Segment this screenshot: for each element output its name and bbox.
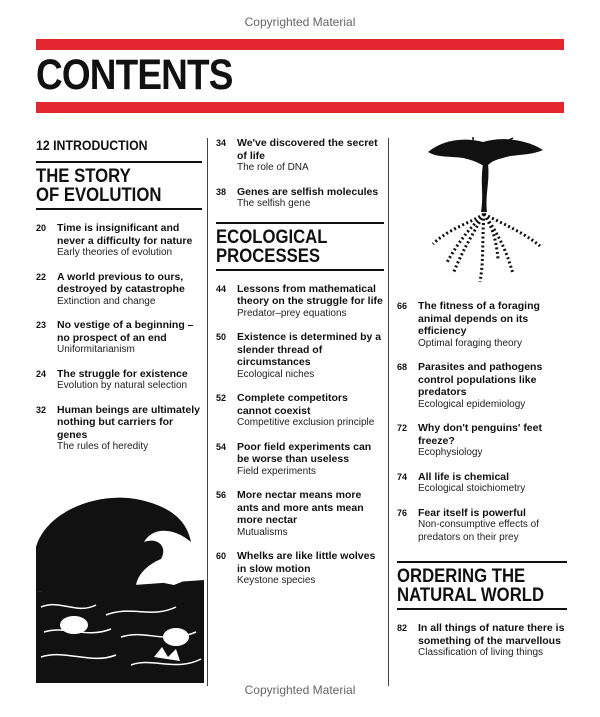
contents-entry[interactable] [36, 404, 202, 454]
entry-page-number: 56 [216, 490, 227, 500]
contents-entry[interactable] [216, 392, 384, 430]
entry-subtitle: Keystone species [237, 575, 316, 586]
column-2 [216, 137, 384, 599]
watermark-bottom: Copyrighted Material [244, 683, 356, 697]
entry-page-number: 54 [216, 441, 227, 452]
contents-entry[interactable] [397, 361, 567, 411]
entry-page-number: 60 [216, 551, 227, 561]
watermark-top: Copyrighted Material [244, 15, 356, 29]
entry-title: Complete competitors cannot coexist [237, 392, 348, 417]
entry-page-number: 34 [216, 138, 227, 148]
entries-list-evolution-continued [216, 137, 384, 211]
entry-page-number: 76 [397, 507, 408, 518]
entry-page-number: 38 [216, 186, 227, 197]
contents-entry[interactable] [216, 550, 384, 588]
entry-subtitle: Non-consumptive effects of predators on their prey [418, 519, 539, 543]
entry-title: Lessons from mathematical theory on the struggle for life [237, 282, 383, 307]
contents-entry[interactable] [397, 507, 567, 545]
contents-entry[interactable] [216, 489, 384, 539]
entry-title: Time is insignificant and never a difficulty for nature [57, 222, 193, 247]
contents-entry[interactable] [216, 283, 384, 321]
intro-entry[interactable] [36, 137, 182, 153]
section-evolution-line2: OF EVOLUTION [36, 185, 162, 206]
section-heading-ecology [216, 222, 384, 271]
entry-page-number: 24 [36, 368, 47, 379]
entry-page-number: 72 [397, 423, 408, 433]
section-heading-evolution [36, 161, 202, 210]
entry-subtitle: Ecological epidemiology [418, 398, 526, 410]
entry-title: Genes are selfish molecules [237, 185, 379, 198]
intro-label: INTRODUCTION [53, 137, 148, 153]
column-3 [397, 300, 567, 671]
entry-subtitle: Predator–prey equations [237, 307, 347, 319]
entry-title: All life is chemical [418, 470, 510, 483]
entry-subtitle: Evolution by natural selection [57, 380, 188, 391]
entry-title: A world previous to ours, destroyed by catastrophe [57, 270, 185, 295]
entry-subtitle: Competitive exclusion principle [237, 417, 375, 428]
contents-entry[interactable] [216, 137, 384, 175]
column-divider-1 [207, 138, 208, 686]
entry-title: No vestige of a beginning – no prospect of an end [57, 319, 194, 344]
entry-title: Existence is determined by a slender thread of circumstances [237, 331, 382, 368]
entry-title: The fitness of a foraging animal depends on its efficiency [418, 300, 540, 337]
contents-entry[interactable] [216, 331, 384, 381]
entry-title: More nectar means more ants and more ants mean more nectar [237, 489, 364, 526]
section-ordering-line1: ORDERING THE [397, 566, 526, 587]
entry-page-number: 74 [397, 471, 408, 482]
contents-entry[interactable] [36, 368, 202, 393]
entry-page-number: 44 [216, 283, 227, 294]
contents-entry[interactable] [36, 319, 202, 357]
contents-entry[interactable] [36, 222, 202, 260]
entry-title: Whelks are like little wolves in slow motion [237, 550, 376, 575]
entry-title: Fear itself is powerful [418, 506, 526, 519]
entry-subtitle: The selfish gene [237, 198, 311, 209]
entry-title: Human beings are ultimately nothing but carriers for genes [57, 403, 200, 441]
column-divider-2 [388, 138, 389, 686]
section-evolution-line1: THE STORY [36, 166, 131, 187]
contents-entry[interactable] [216, 441, 384, 479]
entry-page-number: 82 [397, 623, 408, 633]
entries-list-ecology-continued [397, 300, 567, 544]
bottom-red-bar [36, 102, 564, 113]
entry-subtitle: Classification of living things [418, 647, 544, 658]
entry-page-number: 20 [36, 223, 47, 233]
column-1 [36, 137, 202, 465]
section-ordering-line2: NATURAL WORLD [397, 585, 545, 606]
section-ecology-line1: ECOLOGICAL [216, 226, 328, 248]
entry-title: We've discovered the secret of life [237, 137, 378, 162]
entries-list-ecology [216, 283, 384, 588]
entries-list-evolution [36, 222, 202, 454]
great-wave-with-animals-illustration [36, 487, 204, 683]
entry-subtitle: Optimal foraging theory [418, 337, 522, 349]
contents-entry[interactable] [397, 622, 567, 660]
entries-list-ordering [397, 622, 567, 660]
entry-page-number: 52 [216, 393, 227, 403]
entry-subtitle: Extinction and change [57, 295, 156, 307]
contents-entry[interactable] [397, 422, 567, 460]
tree-with-ant-roots-illustration [418, 134, 553, 286]
entry-subtitle: Mutualisms [237, 526, 288, 538]
entry-subtitle: Ecological stoichiometry [418, 483, 526, 494]
entry-subtitle: Early theories of evolution [57, 247, 173, 258]
entry-subtitle: Ecophysiology [418, 447, 483, 458]
entry-page-number: 68 [397, 362, 408, 372]
entry-title: Why don't penguins' feet freeze? [418, 422, 542, 447]
section-ecology-line2: PROCESSES [216, 245, 321, 267]
entry-title: The struggle for existence [57, 367, 188, 380]
intro-number: 12 [36, 137, 50, 153]
entry-subtitle: The role of DNA [237, 162, 309, 173]
contents-entry[interactable] [216, 186, 384, 211]
entry-title: Parasites and pathogens control populations like predators [418, 361, 543, 398]
contents-entry[interactable] [36, 271, 202, 309]
entry-page-number: 22 [36, 271, 47, 282]
entry-title: In all things of nature there is something of the marvellous [418, 622, 565, 647]
entry-subtitle: Ecological niches [237, 368, 315, 380]
contents-entry[interactable] [397, 471, 567, 496]
entry-subtitle: Uniformitarianism [57, 344, 135, 355]
contents-entry[interactable] [397, 300, 567, 350]
page-title: CONTENTS [36, 51, 233, 99]
top-red-bar [36, 39, 564, 50]
entry-page-number: 66 [397, 301, 408, 311]
entry-subtitle: Field experiments [237, 465, 316, 477]
entry-page-number: 50 [216, 332, 227, 342]
entry-subtitle: The rules of heredity [57, 441, 149, 452]
section-heading-ordering [397, 561, 567, 610]
entry-title: Poor field experiments can be worse than useless [237, 440, 372, 465]
entry-page-number: 32 [36, 404, 47, 415]
entry-page-number: 23 [36, 320, 47, 330]
